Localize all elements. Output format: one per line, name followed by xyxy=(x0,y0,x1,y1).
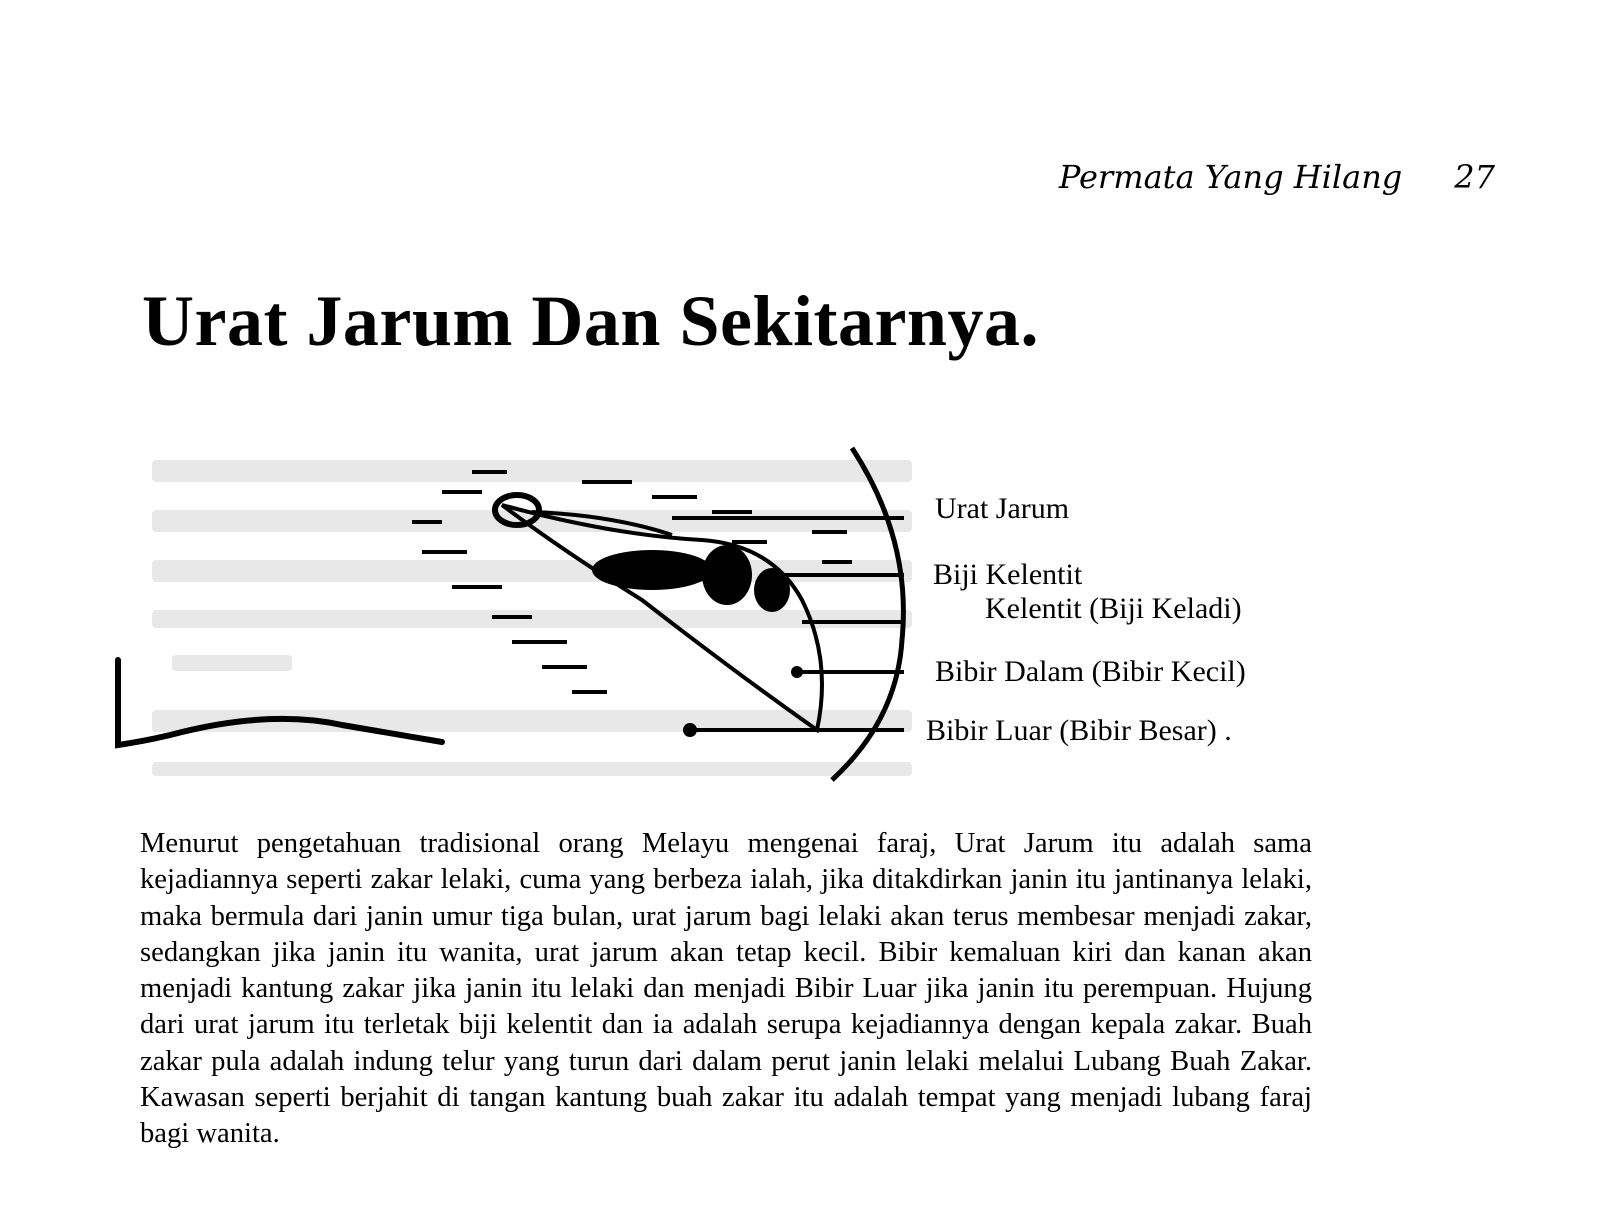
label-urat-jarum: Urat Jarum xyxy=(935,492,1070,525)
label-bibir-dalam: Bibir Dalam (Bibir Kecil) xyxy=(935,655,1246,688)
page-number: 27 xyxy=(1454,158,1495,196)
label-kelentit: Kelentit (Biji Keladi) xyxy=(985,592,1242,625)
body-paragraph: Menurut pengetahuan tradisional orang Melayu mengenai faraj, Urat Jarum itu adalah sama kejadiannya seperti zakar lelaki, cuma yang berbeza ialah, jika ditakdirkan janin itu jantinanya lelaki, maka bermula dari janin umur tiga bulan, urat jarum bagi lelaki akan terus membesar menjadi zakar, sedangkan jika janin itu wanita, urat jarum akan tetap kecil. Bibir kemaluan kiri dan kanan akan menjadi kantung zakar jika janin itu lelaki dan menjadi Bibir Luar jika janin itu perempuan. Hujung dari urat jarum itu terletak biji kelentit dan ia adalah serupa kejadiannya dengan kepala zakar. Buah zakar pula adalah indung telur yang turun dari dalam perut janin lelaki melalui Lubang Buah Zakar. Kawasan seperti berjahit di tangan kantung buah zakar itu adalah tempat yang menjadi lubang faraj bagi wanita. xyxy=(140,828,1312,1150)
running-header xyxy=(0,158,1495,196)
left-stroke xyxy=(118,660,442,745)
anatomy-drawing xyxy=(112,440,912,785)
label-biji-kelentit: Biji Kelentit xyxy=(933,558,1083,591)
anatomy-figure xyxy=(112,440,1312,790)
section-heading: Urat Jarum Dan Sekitarnya. xyxy=(142,281,1039,361)
book-title: Permata Yang Hilang xyxy=(1058,158,1403,196)
label-bibir-luar: Bibir Luar (Bibir Besar) . xyxy=(926,714,1232,747)
